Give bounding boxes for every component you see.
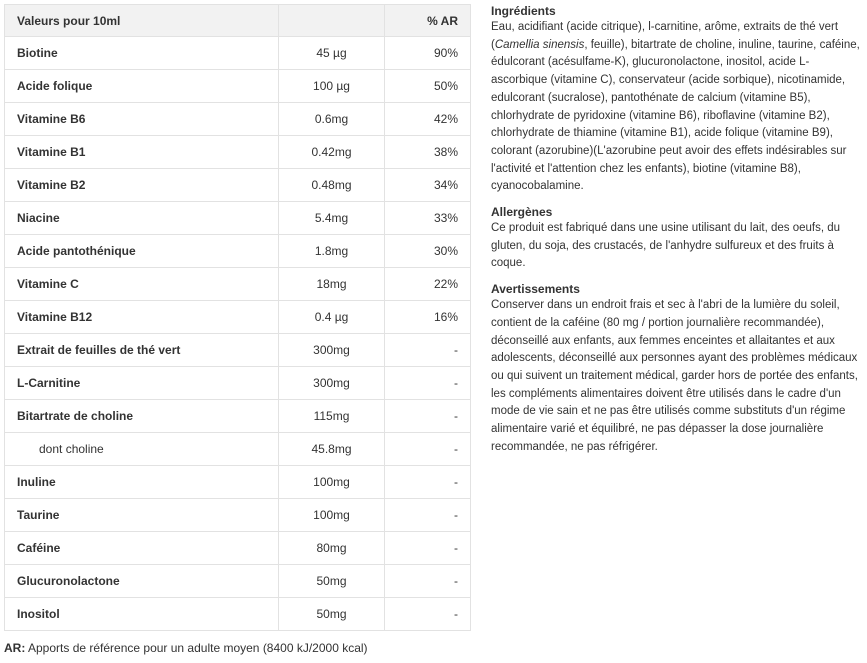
nutrient-ar: 42% (385, 103, 471, 136)
nutrient-quantity: 1.8mg (279, 235, 385, 268)
nutrient-name: L-Carnitine (5, 367, 279, 400)
nutrient-ar: 22% (385, 268, 471, 301)
nutrient-ar: - (385, 532, 471, 565)
nutrient-name: Glucuronolactone (5, 565, 279, 598)
nutrient-quantity: 100mg (279, 499, 385, 532)
nutrient-name: dont choline (5, 433, 279, 466)
header-quantity (279, 5, 385, 37)
nutrient-name: Niacine (5, 202, 279, 235)
table-row (5, 268, 471, 301)
nutrient-quantity: 50mg (279, 565, 385, 598)
nutrient-ar: - (385, 334, 471, 367)
table-row (5, 301, 471, 334)
nutrient-ar: 16% (385, 301, 471, 334)
table-row (5, 169, 471, 202)
table-row (5, 433, 471, 466)
nutrient-ar: 34% (385, 169, 471, 202)
table-row (5, 367, 471, 400)
header-ar: % AR (385, 5, 471, 37)
table-row (5, 565, 471, 598)
nutrient-name: Vitamine B12 (5, 301, 279, 334)
table-row (5, 499, 471, 532)
nutrient-quantity: 45 µg (279, 37, 385, 70)
nutrient-name: Vitamine B1 (5, 136, 279, 169)
ingredients-title: Ingrédients (491, 4, 556, 18)
header-nutrient: Valeurs pour 10ml (5, 5, 279, 37)
nutrient-quantity: 0.4 µg (279, 301, 385, 334)
nutrient-ar: - (385, 466, 471, 499)
nutrient-name: Acide pantothénique (5, 235, 279, 268)
nutrient-name: Taurine (5, 499, 279, 532)
nutrient-ar: - (385, 499, 471, 532)
footnote (4, 641, 368, 655)
nutrient-quantity: 5.4mg (279, 202, 385, 235)
nutrient-ar: 50% (385, 70, 471, 103)
nutrient-name: Biotine (5, 37, 279, 70)
nutrient-ar: 38% (385, 136, 471, 169)
nutrient-quantity: 100 µg (279, 70, 385, 103)
table-row (5, 136, 471, 169)
nutrient-quantity: 115mg (279, 400, 385, 433)
warnings-text: Conserver dans un endroit frais et sec à l'abri de la lumière du soleil, contient de la caféine (80 mg / portion journalière recommandée), déconseillé aux enfants, aux femmes enceintes et allaitantes et aux adolescents, déconseillé aux personnes ayant des problèmes médicaux ou qui suivent un traitement médical, garder hors de portée des enfants, les compléments alimentaires doivent être utilisés dans le cadre d'un mode de vie sain et ne pas être utilisés comme substituts d'un régime alimentaire varié et équilibré, ne pas dépasser la dose journalière recommandée, ne pas réfrigérer. (491, 299, 858, 453)
table-row (5, 70, 471, 103)
nutrient-quantity: 0.42mg (279, 136, 385, 169)
nutrition-table-container (4, 4, 470, 631)
nutrient-quantity: 300mg (279, 334, 385, 367)
nutrient-quantity: 300mg (279, 367, 385, 400)
product-info (491, 3, 863, 464)
allergens-title: Allergènes (491, 205, 553, 220)
table-row (5, 103, 471, 136)
table-row (5, 400, 471, 433)
nutrient-quantity: 0.48mg (279, 169, 385, 202)
table-row (5, 235, 471, 268)
table-row (5, 202, 471, 235)
nutrient-quantity: 0.6mg (279, 103, 385, 136)
nutrient-name: Vitamine B6 (5, 103, 279, 136)
nutrient-name: Bitartrate de choline (5, 400, 279, 433)
ingredients-text-part2: , feuille), bitartrate de choline, inuline, taurine, caféine, édulcorant (acésulfame-K), glucuronolactone, inositol, acide L-ascorbique (vitamine C), conservateur (acide sorbique), nicotinamide, edulcorant (sucralose), pantothénate de calcium (vitamine B5), chlorhydrate de pyridoxine (vitamine B6), riboflavine (vitamine B2), chlorhydrate de thiamine (vitamine B1), acide folique (vitamine B9), colorant (azorubine)(L'azorubine peut avoir des effets indésirables sur l'activité et l'attention chez les enfants), biotine (vitamine B8), cyanocobalamine. (491, 38, 860, 193)
footnote-text: Apports de référence pour un adulte moyen (8400 kJ/2000 kcal) (25, 641, 368, 655)
table-row (5, 334, 471, 367)
nutrient-quantity: 18mg (279, 268, 385, 301)
nutrient-ar: - (385, 433, 471, 466)
nutrient-name: Vitamine B2 (5, 169, 279, 202)
nutrient-name: Vitamine C (5, 268, 279, 301)
table-row (5, 466, 471, 499)
ingredients-text (491, 19, 863, 196)
nutrient-ar: 30% (385, 235, 471, 268)
warnings-title: Avertissements (491, 282, 580, 297)
nutrient-name: Acide folique (5, 70, 279, 103)
allergens-text: Ce produit est fabriqué dans une usine utilisant du lait, des oeufs, du gluten, du soja, des crustacés, de l'anhydre sulfureux et des fruits à coque. (491, 222, 841, 270)
ingredients-text-part1: Eau, acidifiant (acide citrique), l-carnitine, arôme, extraits de thé vert ( (491, 21, 839, 51)
table-header-row (5, 5, 471, 37)
nutrition-table (4, 4, 471, 631)
nutrient-ar: 90% (385, 37, 471, 70)
table-row (5, 37, 471, 70)
table-row (5, 532, 471, 565)
nutrient-quantity: 100mg (279, 466, 385, 499)
nutrient-ar: - (385, 598, 471, 631)
nutrient-ar: - (385, 367, 471, 400)
nutrient-name: Caféine (5, 532, 279, 565)
nutrient-ar: 33% (385, 202, 471, 235)
nutrient-name: Extrait de feuilles de thé vert (5, 334, 279, 367)
nutrient-ar: - (385, 400, 471, 433)
footnote-label: AR: (4, 641, 26, 655)
ingredients-text-italic: Camellia sinensis (494, 38, 585, 51)
nutrient-quantity: 45.8mg (279, 433, 385, 466)
nutrient-name: Inuline (5, 466, 279, 499)
nutrient-ar: - (385, 565, 471, 598)
table-row (5, 598, 471, 631)
nutrient-name: Inositol (5, 598, 279, 631)
nutrient-quantity: 80mg (279, 532, 385, 565)
nutrition-table-body (5, 37, 471, 631)
nutrient-quantity: 50mg (279, 598, 385, 631)
